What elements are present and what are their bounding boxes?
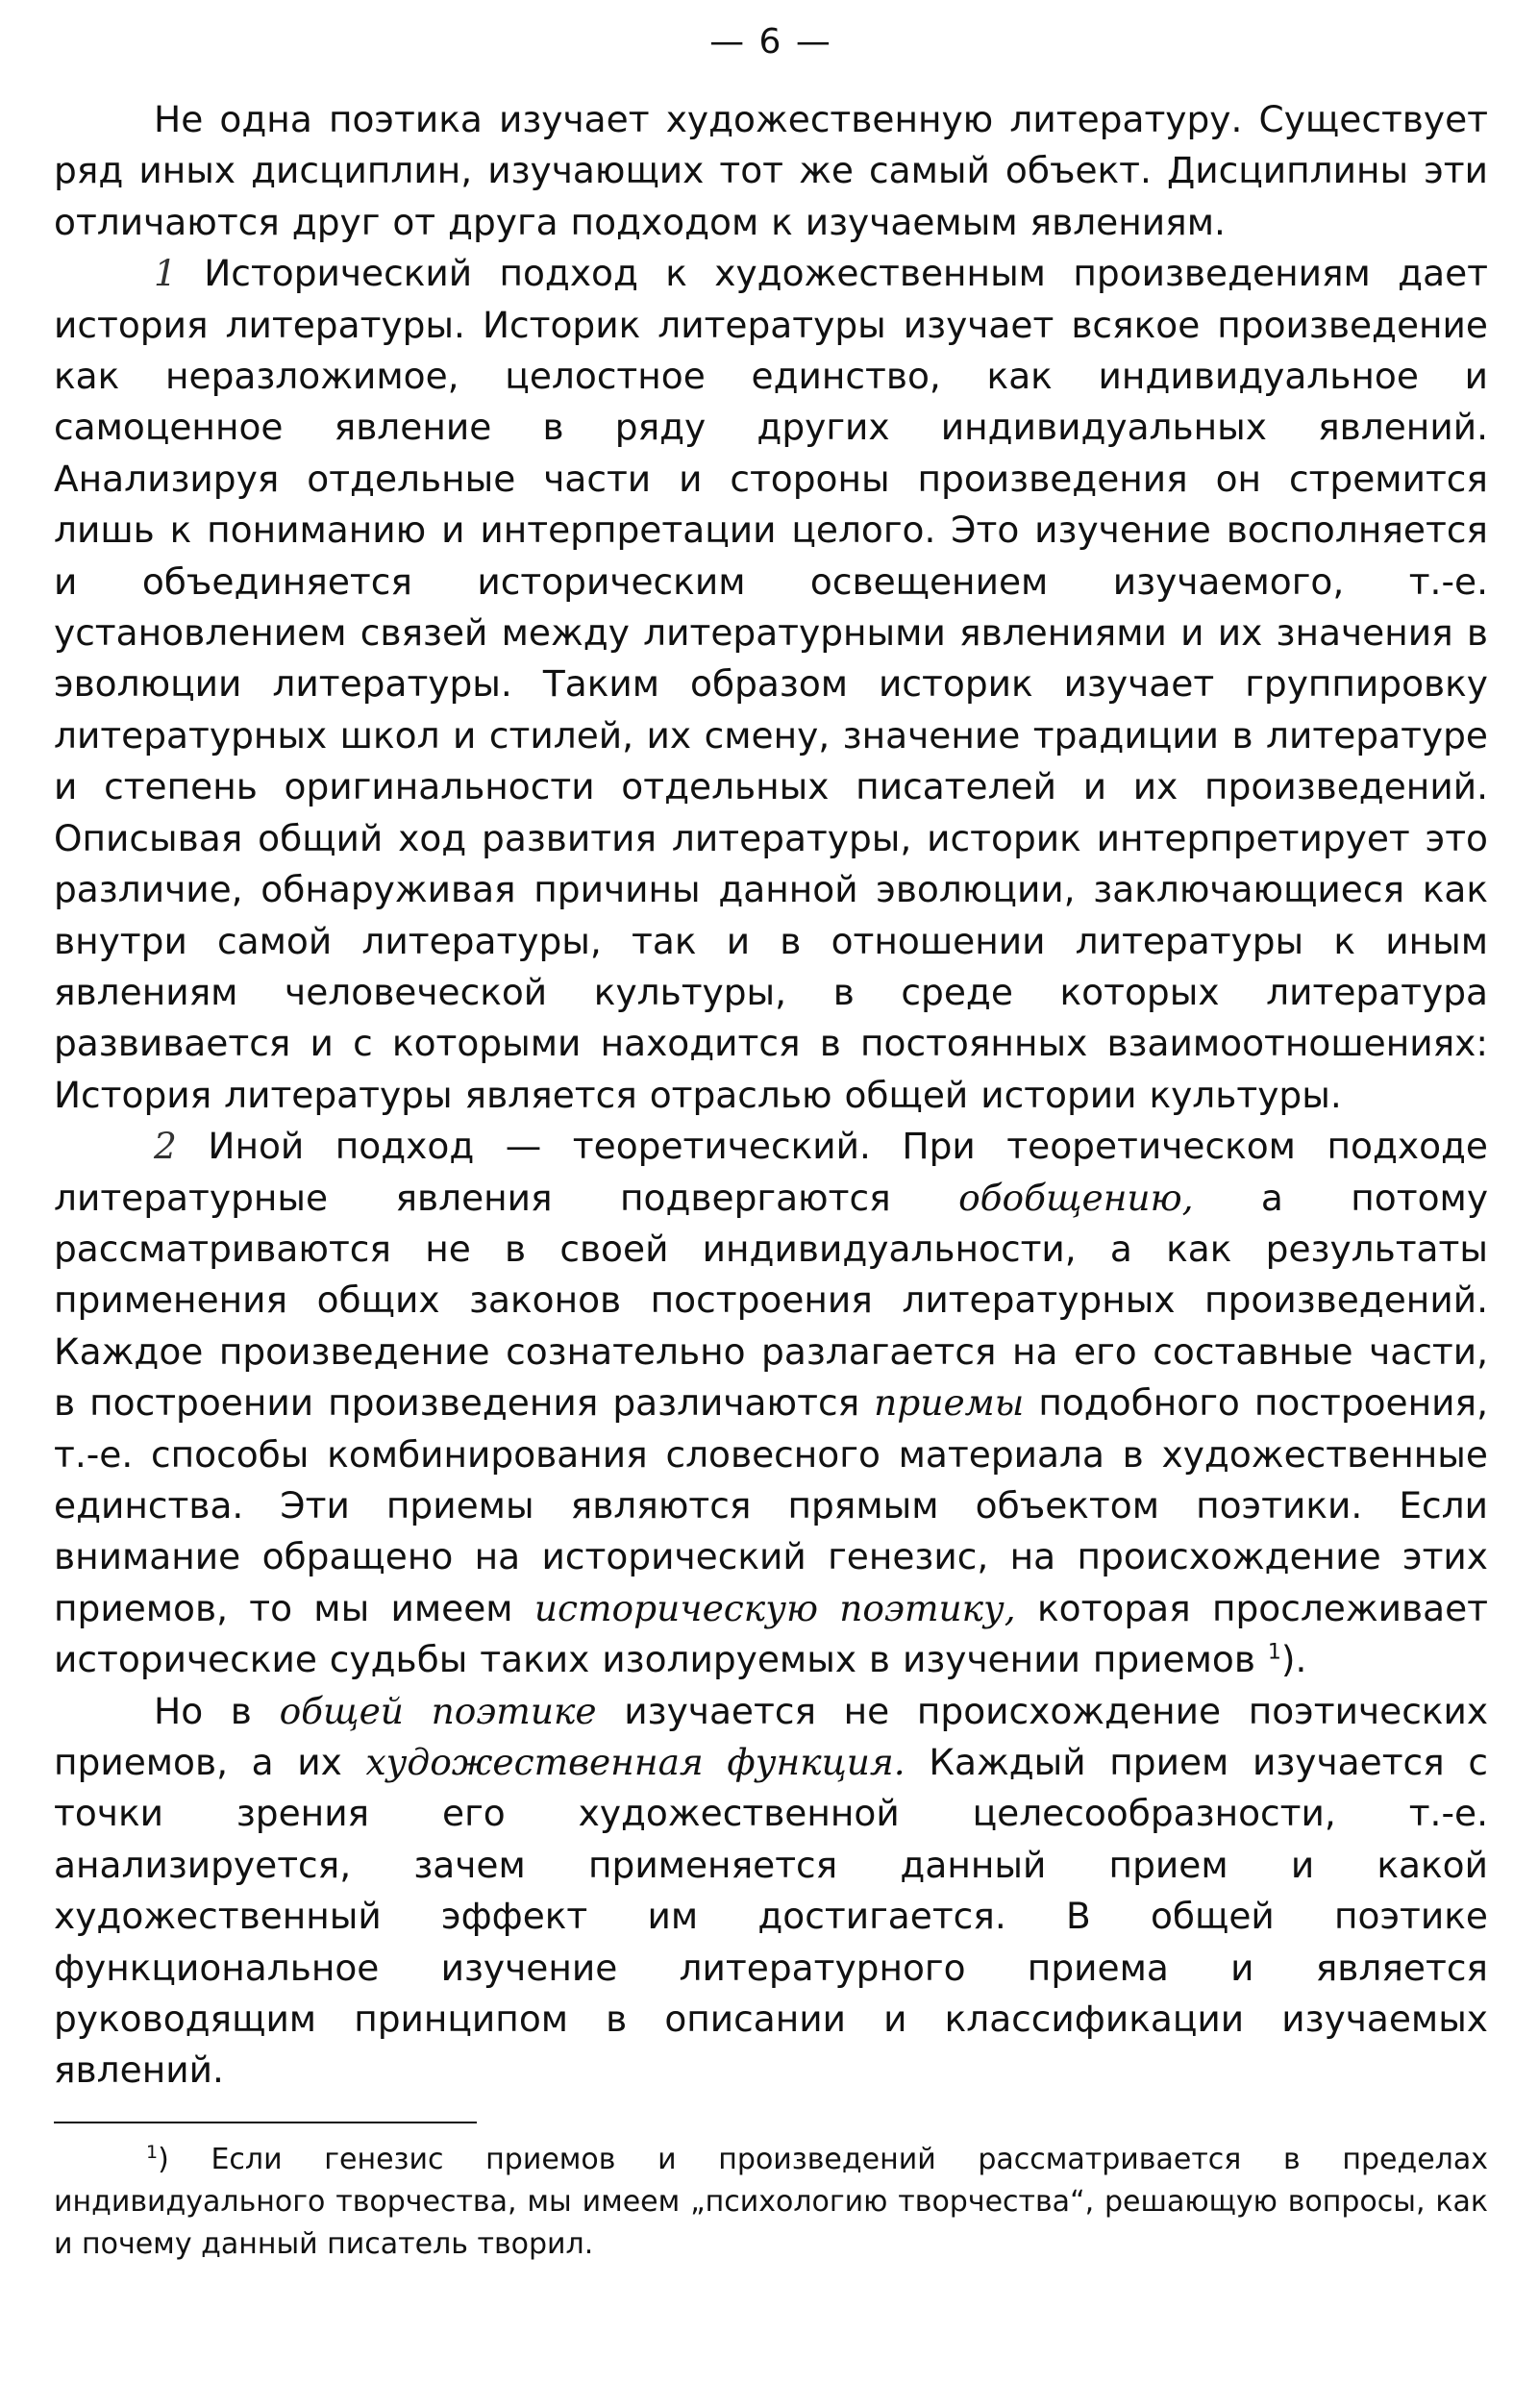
paragraph-general-poetics: [54, 1686, 1488, 2097]
paragraph-theoretical-text-3: подобного построения, т.-е. способы комбинирования словесного материала в художественные единства. Эти приемы являются прямым объектом поэтики. Если внимание обращено на исторический генезис, на происхождение этих приемов, то мы имеем: [54, 1381, 1488, 1629]
paragraph-theoretical-text-2: а потому рассматриваются не в своей индивидуальности, а как результаты применения общих законов построения литературных произведений. Каждое произведение сознательно разлагается на его составные части, в построении произведения различаются: [54, 1176, 1489, 1425]
emphasis-artistic-function: художественная функция.: [365, 1741, 905, 1783]
paragraph-historical-approach: [54, 248, 1488, 1121]
paragraph-theoretical-approach: [54, 1121, 1488, 1685]
footnote-reference[interactable]: 1: [1267, 1640, 1281, 1665]
page-number: — 6 —: [709, 22, 832, 62]
paragraph-intro-text: Не одна поэтика изучает художественную литературу. Существует ряд иных дисциплин, изучающих тот же самый объект. Дисциплины эти отличаются друг от друга подходом к изучаемым явлениям.: [54, 98, 1488, 243]
paragraph-theoretical-text-4: которая прослеживает исторические судьбы таких изолируемых в изучении приемов: [54, 1586, 1489, 1681]
paragraph-theoretical-text-1: Иной подход — теоретический. При теоретическом подходе литературные явления подвергаются: [54, 1125, 1489, 1219]
book-page: [54, 17, 1488, 2266]
emphasis-historical-poetics: историческую поэтику,: [533, 1586, 1016, 1629]
paragraph-general-text-2: изучается не происхождение поэтических приемов, а их: [54, 1689, 1489, 1783]
paragraph-general-text-3: Каждый прием изучается с точки зрения его художественной целесообразности, т.-е. анализируется, зачем применяется данный прием и какой художественный эффект им достигается. В общей поэтике функциональное изучение литературного приема и является руководящим принципом в описании и классификации изучаемых явлений.: [54, 1741, 1488, 2092]
emphasis-devices: приемы: [874, 1381, 1025, 1425]
paragraph-intro: [54, 94, 1488, 248]
footnote-text: ) Если генезис приемов и произведений рассматривается в пределах индивидуального творчества, мы имеем „психологию творчества“, решающую вопросы, как и почему данный писатель творил.: [54, 2142, 1488, 2261]
paragraph-historical-text: Исторический подход к художественным произведениям дает история литературы. Историк литературы изучает всякое произведение как неразложимое, целостное единство, как индивидуальное и самоценное явление в ряду других индивидуальных явлений. Анализируя отдельные части и стороны произведения он стремится лишь к пониманию и интерпретации целого. Это изучение восполняется и объединяется историческим освещением изучаемого, т.-е. установлением связей между литературными явлениями и их значения в эволюции литературы. Таким образом историк изучает группировку литературных школ и стилей, их смену, значение традиции в литературе и степень оригинальности отдельных писателей и их произведений. Описывая общий ход развития литературы, историк интерпретирует это различие, обнаруживая причины данной эволюции, заключающиеся как внутри самой литературы, так и в отношении литературы к иным явлениям человеческой культуры, в среде которых литература развивается и с которыми находится в постоянных взаимоотношениях: История литературы является отраслью общей истории культуры.: [54, 252, 1489, 1116]
emphasis-generalization: обобщению,: [958, 1176, 1194, 1219]
paragraph-theoretical-text-5: ).: [1280, 1638, 1307, 1681]
handwritten-number-marker: 2: [154, 1125, 177, 1168]
footnote-marker: 1: [146, 2141, 159, 2163]
footnote: [54, 2139, 1488, 2266]
footnote-divider: [54, 2122, 477, 2123]
paragraph-general-text-1: Но в: [154, 1689, 252, 1732]
handwritten-number-marker: 1: [154, 252, 177, 295]
emphasis-general-poetics: общей поэтике: [279, 1689, 597, 1732]
